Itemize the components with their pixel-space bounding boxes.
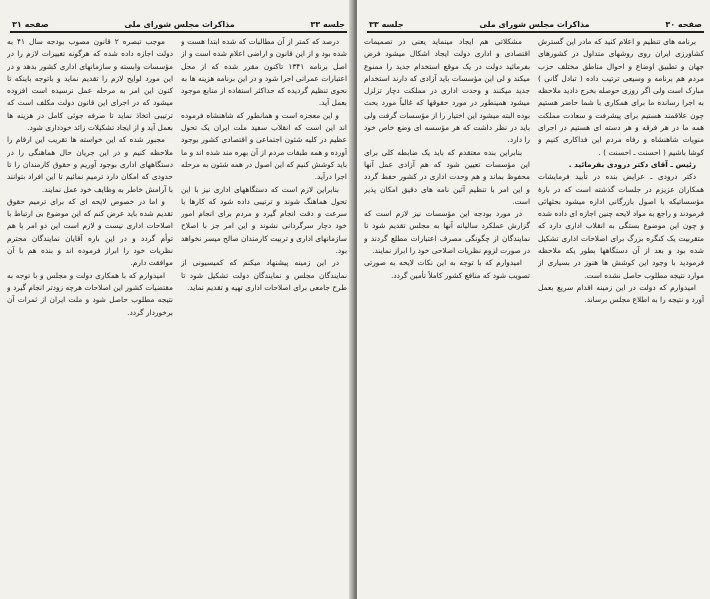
text-column [7,36,173,597]
paragraph: و این معجزه است و همانطور که شاهنشاه فرموده اند این است که انقلاب سفید ملت ایران یک تحول عظیم در کلیه شئون اجتماعی و اقتصادی کشور بوجود آورده و همه طبقات مردم از آن بهره مند شده اند و ما باید کوشش کنیم که این اصول در همه شئون به مرحله اجرا درآید. [181,110,347,182]
paragraph: امیدوارم که با توجه به این نکات لایحه به صورتی تصویب شود که منافع کشور کاملاً تأمین گردد. [364,258,530,280]
paragraph: درصد که کمتر از آن مطالبات که شده ابتدا هست و شده بود و از این قانون و اراضی اعلام شده است و از اصل برنامه ۱۳۴۱ تاکنون مقرر شده که از محل اعتبارات عمرانی اجرا شود و در این برنامه هزینه ها به نحوی تنظیم گردیده که حداکثر استفاده از منابع موجود بعمل آید. [181,37,347,108]
page-header [12,18,345,30]
paragraph: امیدوارم که با همکاری دولت و مجلس و با توجه به مقتضیات کشور این اصلاحات هرچه زودتر انجام گیرد و نتیجه مطلوب حاصل شود و ملت ایران از ثمرات آن برخوردار گردد. [7,270,173,317]
paragraph: در مورد بودجه این مؤسسات نیز لازم است که گزارش عملکرد سالیانه آنها به مجلس تقدیم شود تا نمایندگان از چگونگی مصرف اعتبارات مطلع گردند و در صورت لزوم نظریات اصلاحی خود را ابراز نمایند. [364,209,530,256]
paragraph: و اما در خصوص لایحه ای که برای ترمیم حقوق تقدیم شده باید عرض کنم که این موضوع بی ارتباط با اصلاحات اداری نیست و لازم است این دو امر با هم توأم گردد و در این باره آقایان نمایندگان محترم نظریات خود را ابراز فرموده اند و بنده هم با آن موافقت دارم. [7,196,173,268]
right-page [357,0,710,599]
page-header [369,18,702,30]
left-page [0,0,353,599]
paragraph: در این زمینه پیشنهاد میکنم که کمیسیونی از نمایندگان مجلس و نمایندگان دولت تشکیل شود تا طرح جامعی برای اصلاحات اداری تهیه و تقدیم نماید. [181,258,347,292]
text-column [538,36,704,597]
paragraph: برنامه های تنظیم و اعلام کنید که مادر این گسترش کشاورزی ایران روی روشهای متداول در کشورهای جهان و تطبیق اوضاع و احوال مناطق مختلف حزب مردم هم برنامه و وسیعی ترتیب داده ( تبادل گانی ) مبارک است ولی اگر روزی حوصله بخرج دادید ملاحظه به اجرا رسانده ما برای همکاری با شما حاضر هستیم چون علاقمند هستیم برای پیشرفت و سعادت مملکت همه ما در هر فرقه و هر دسته ای هستیم در اجرای منویات شاهنشاه و رفاه مردم این فداکاری کنیم و کوشا باشیم ( احسنت ـ احسنت ) . [538,37,704,157]
paragraph: امیدوارم که دولت در این زمینه اقدام سریع بعمل آورد و نتیجه را به اطلاع مجلس برساند. [538,282,704,305]
page-title: مذاکرات مجلس شورای ملی [479,19,590,29]
header-rule [10,31,347,33]
page-title: مذاکرات مجلس شورای ملی [124,19,235,29]
paragraph: بنابراین بنده معتقدم که باید یک ضابطه کلی برای این مؤسسات تعیین شود که هم آزادی عمل آنها محفوظ بماند و هم وحدت اداری در کشور حفظ گردد و این امر با تنظیم آئین نامه های دقیق امکان پذیر است. [364,147,530,206]
text-column [364,36,530,597]
session-label: جلسه ۳۳ [369,19,404,29]
paragraph: مشکلاتی هم ایجاد مینماید یعنی در تصمیمات اقتصادی و اداری دولت ایجاد اشکال میشود فرض بفرمائید دولت در یک موقع استخدام جدید را ممنوع میکند و لی این مؤسسات باید آزادی که دارند استخدام جدید میکنند و وحدت اداری در مملکت دچار تزلزل میشود همینطور در مورد حقوقها که غالباً مورد بحث بوده البته میشود این اختیار را از مؤسسات گرفت ولی باید در نظر داشت که هر مؤسسه ای وضع خاص خود را دارد. [364,37,530,145]
page-number: صفحه ۳۰ [665,19,702,29]
paragraph: بنابراین لازم است که دستگاههای اداری نیز با این تحول هماهنگ شوند و ترتیبی داده شود که کارها با سرعت و دقت انجام گیرد و مردم برای انجام امور خود دچار سرگردانی نشوند و این امر جز با اصلاح سازمانهای اداری و تربیت کارمندان صالح میسر نخواهد بود. [181,184,347,256]
header-rule [367,31,704,33]
speaker-text: رئیس ـ آقای دکتر درودی بفرمائید . [568,159,696,169]
text-column [181,36,347,597]
speaker-line [538,159,704,171]
paragraph: موجب تبصره ۲ قانون مصوب بودجه سال ۴۱ به دولت اجازه داده شده که هرگونه تغییرات لازم را در مؤسسات وابسته و سازمانهای اداری کشور بدهد و در این مورد لوایح لازم را تقدیم نماید و باتوجه باینکه تا کنون این امر به مرحله عمل نرسیده است افزوده میشود که در اجرای این قانون دولت مکلف است که ترتیبی اتخاذ نماید تا صرفه جوئی کامل در هزینه ها بعمل آید و از ایجاد تشکیلات زائد خودداری شود. [7,37,173,133]
page-number: صفحه ۳۱ [12,19,49,29]
paragraph: مجبور شده که این خواسته ها تقریب این ارقام را ملاحظه کنیم و در این جریان حال هماهنگی را در دستگاههای اداری بوجود آوریم و حقوق کارمندان را تا حدودی که امکان دارد ترمیم نمائیم تا این افراد بتوانند با آرامش خاطر به وظایف خود عمل نمایند. [7,135,173,194]
session-label: جلسه ۳۳ [310,19,345,29]
paragraph: دکتر درودی ـ عرایض بنده در تأیید فرمایشات همکاران عزیزم در جلسات گذشته است که در بارهٔ مؤسساتیکه با اصول بازرگانی اداره میشود بحثهائی فرمودند و راجع به مواد لایحه چنین اجازه ای داده شده و چون این موضوع بستگی به انقلاب اداری دارد که متقربیت یک کنگره بزرگ برای اصلاحات اداری تشکیل شده بود و بعد از آن دستگاهها بطور یکه ملاحظه فرمودید با وجود این کوشش ها هنوز در بسیاری از موارد نتیجه مطلوب حاصل نشده است. [538,172,704,280]
